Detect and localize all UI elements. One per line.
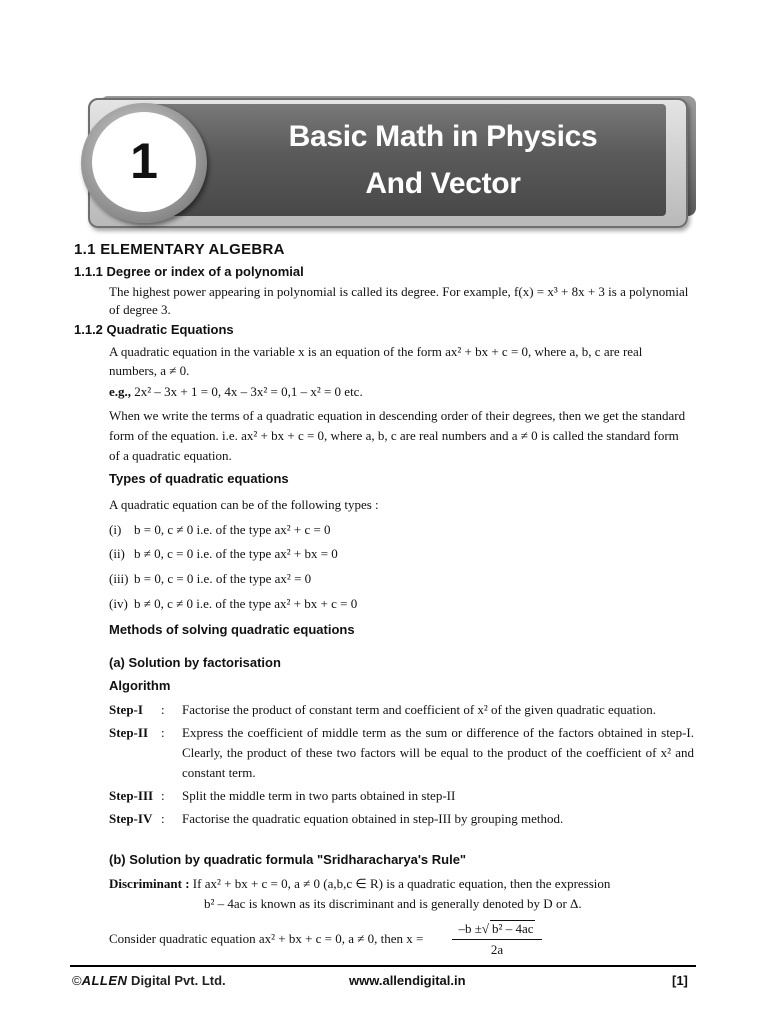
formula-heading: (b) Solution by quadratic formula "Sridharacharya's Rule" (109, 852, 467, 867)
section-heading-1-1-1: 1.1.1 Degree or index of a polynomial (74, 264, 304, 279)
type-item-num: (i) (109, 522, 122, 537)
types-intro: A quadratic equation can be of the following types : (109, 497, 379, 512)
degree-text-line2: of degree 3. (109, 302, 171, 317)
step-label: Step-II (109, 725, 149, 740)
step-colon: : (161, 811, 165, 826)
footer-website[interactable]: www.allendigital.in (349, 973, 466, 988)
discriminant-line1 (109, 876, 610, 892)
discriminant-line2: b² – 4ac is known as its discriminant and is generally denoted by D or Δ. (204, 896, 582, 911)
example-label: e.g., (109, 384, 132, 399)
footer-divider (70, 965, 696, 967)
quadratic-def-line1: A quadratic equation in the variable x is an equation of the form ax² + bx + c = 0, where a, b, c are real (109, 344, 643, 359)
formula-numerator (452, 920, 542, 940)
step-colon: : (161, 725, 165, 740)
type-item-num: (iii) (109, 571, 129, 586)
standard-form-line3: of a quadratic equation. (109, 448, 232, 463)
quadratic-def-line2: numbers, a ≠ 0. (109, 363, 190, 378)
copyright-symbol: © (72, 973, 82, 988)
step-text: Factorise the quadratic equation obtained in step-III by grouping method. (182, 811, 564, 826)
step-colon: : (161, 788, 165, 803)
type-item-text: b = 0, c ≠ 0 i.e. of the type ax² + c = 0 (134, 522, 331, 537)
chapter-title-line1: Basic Math in Physics (288, 120, 598, 153)
step-label: Step-IV (109, 811, 153, 826)
chapter-title-line2: And Vector (365, 167, 521, 200)
standard-form-line1: When we write the terms of a quadratic equation in descending order of their degrees, then we get the standard (109, 408, 686, 423)
sqrt-radicand: b² – 4ac (492, 921, 534, 936)
chapter-title (220, 113, 666, 207)
section-heading-1-1-2: 1.1.2 Quadratic Equations (74, 322, 234, 337)
algorithm-heading: Algorithm (109, 678, 171, 693)
step-text: Express the coefficient of middle term as the sum or difference of the factors obtained in step-I. Clearly, the product of these two factors will be equal to the product of the coefficient of x² and constant term. (182, 725, 694, 780)
methods-heading: Methods of solving quadratic equations (109, 622, 355, 637)
page-number: [1] (672, 973, 688, 988)
factorisation-heading: (a) Solution by factorisation (109, 655, 281, 670)
quadratic-formula-fraction (452, 920, 542, 958)
type-item-text: b = 0, c = 0 i.e. of the type ax² = 0 (134, 571, 312, 586)
standard-form-line2: form of the equation. i.e. ax² + bx + c = 0, where a, b, c are real numbers and a ≠ 0 is called the standard form (109, 428, 679, 443)
company-name: Digital Pvt. Ltd. (127, 973, 226, 988)
sqrt-sign: √ (481, 921, 490, 936)
step-label: Step-III (109, 788, 154, 803)
degree-text-line1: The highest power appearing in polynomial is called its degree. For example, f(x) = x³ + 8x + 3 is a polynomial (109, 284, 689, 299)
chapter-number: 1 (130, 133, 158, 189)
types-heading: Types of quadratic equations (109, 471, 289, 486)
discriminant-text: If ax² + bx + c = 0, a ≠ 0 (a,b,c ∈ R) is a quadratic equation, then the expression (189, 876, 611, 891)
type-item-text: b ≠ 0, c ≠ 0 i.e. of the type ax² + bx + c = 0 (134, 596, 358, 611)
example-line (109, 384, 363, 400)
section-heading-1-1: 1.1 ELEMENTARY ALGEBRA (74, 241, 285, 258)
numerator-prefix: –b ± (458, 921, 482, 936)
example-text: 2x² – 3x + 1 = 0, 4x – 3x² = 0,1 – x² = 0 etc. (131, 384, 363, 399)
step-colon: : (161, 702, 165, 717)
consider-text: Consider quadratic equation ax² + bx + c = 0, a ≠ 0, then x = (109, 931, 424, 946)
type-item-num: (ii) (109, 546, 125, 561)
step-label: Step-I (109, 702, 143, 717)
step-text: Factorise the product of constant term and coefficient of x² of the given quadratic equation. (182, 702, 657, 717)
discriminant-label: Discriminant : (109, 876, 190, 891)
footer-brand (72, 973, 226, 988)
step-text: Split the middle term in two parts obtained in step-II (182, 788, 456, 803)
formula-denominator: 2a (490, 942, 504, 957)
type-item-text: b ≠ 0, c = 0 i.e. of the type ax² + bx = 0 (134, 546, 338, 561)
allen-logo: ALLEN (81, 973, 128, 988)
type-item-num: (iv) (109, 596, 128, 611)
